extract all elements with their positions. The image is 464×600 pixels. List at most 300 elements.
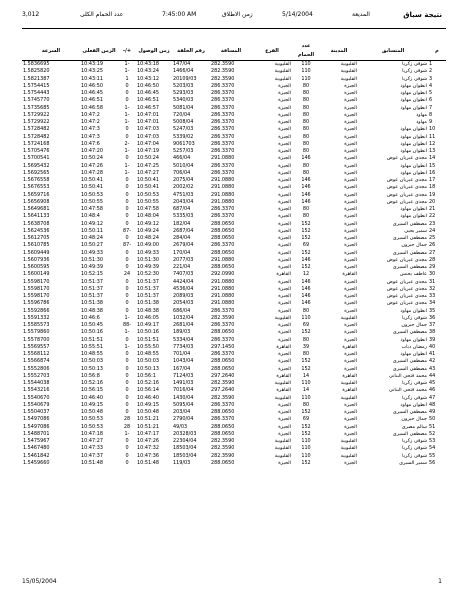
table-row bbox=[22, 373, 446, 380]
table-cell: 1.5656908 bbox=[23, 198, 50, 205]
table-cell: 5010/04 bbox=[173, 162, 194, 169]
table-cell: 10:47:27 bbox=[137, 169, 159, 176]
table-cell: الجيزة bbox=[278, 285, 291, 292]
table-cell: 32 bbox=[429, 285, 436, 292]
table-cell: انطوان مهاود bbox=[400, 90, 427, 96]
table-cell: شوقى زكريا bbox=[402, 314, 427, 321]
table-cell: 291.0880 bbox=[211, 198, 235, 205]
table-cell: 288.0650 bbox=[211, 329, 235, 336]
table-cell: 10:47:37 bbox=[81, 452, 103, 459]
table-cell: 24 bbox=[429, 227, 436, 234]
table-cell: القاهرة bbox=[276, 271, 291, 278]
table-cell: 10:51:30 bbox=[137, 256, 159, 263]
table-cell: 152 bbox=[301, 409, 311, 415]
table-cell: 52 bbox=[429, 430, 436, 437]
table-cell: الجيزة bbox=[344, 111, 357, 118]
table-cell: 0 bbox=[125, 438, 129, 444]
table-cell: 10:49:12 bbox=[81, 220, 103, 227]
table-row bbox=[22, 366, 446, 373]
table-cell: 286.3370 bbox=[211, 104, 235, 111]
table-cell: انطوان مهاود bbox=[400, 162, 427, 169]
table-cell: شوقى زكريا bbox=[402, 61, 427, 67]
table-cell: الجيزة bbox=[278, 409, 291, 415]
table-cell: 23 bbox=[429, 220, 436, 227]
table-cell: 10:46:45 bbox=[81, 90, 103, 96]
table-cell: 55 bbox=[429, 452, 436, 459]
table-cell: 286.3370 bbox=[211, 119, 235, 125]
table-cell: القاهرة bbox=[276, 372, 291, 379]
table-cell: 286.3370 bbox=[211, 401, 235, 408]
table-cell: 5335/03 bbox=[173, 213, 194, 220]
table-cell: 110 bbox=[301, 394, 311, 401]
table-cell: 5203/03 bbox=[173, 82, 194, 89]
table-cell: القليوبية bbox=[274, 394, 291, 401]
table-cell: الجيزة bbox=[278, 90, 291, 96]
table-row bbox=[22, 337, 446, 344]
table-cell: 1 bbox=[125, 75, 129, 82]
table-cell: الجيزة bbox=[278, 140, 291, 147]
table-cell: 29 bbox=[429, 264, 436, 270]
table-cell: الجيزة bbox=[344, 119, 357, 125]
table-cell: القليوبية bbox=[340, 314, 357, 321]
column-header: السرعة bbox=[22, 42, 80, 61]
table-cell: الجيزة bbox=[344, 235, 357, 241]
table-cell: 1.5745770 bbox=[23, 97, 50, 104]
table-cell: 1.5598170 bbox=[23, 285, 50, 292]
table-cell: انطوان مهاود bbox=[400, 97, 427, 104]
table-row bbox=[22, 126, 446, 133]
report-title: نتيجة سباق bbox=[403, 11, 442, 19]
table-cell: 0 bbox=[125, 97, 129, 104]
table-row bbox=[22, 61, 446, 69]
table-cell: 13 bbox=[429, 148, 436, 154]
table-cell: 146 bbox=[301, 300, 311, 307]
table-cell: 288.0650 bbox=[211, 235, 235, 241]
table-cell: 18503/04 bbox=[173, 445, 197, 452]
table-cell: 10:56:8 bbox=[81, 372, 100, 379]
table-cell: 1.5552806 bbox=[23, 365, 50, 372]
table-cell: الجيزة bbox=[278, 351, 291, 357]
table-cell: 80 bbox=[302, 206, 310, 212]
table-cell: 0 bbox=[125, 206, 129, 212]
table-cell: 152 bbox=[301, 358, 311, 365]
table-cell: 10:46:50 bbox=[81, 82, 103, 89]
table-cell: 10:46:51 bbox=[137, 97, 159, 104]
table-cell: 10:46:6 bbox=[81, 314, 100, 321]
table-cell: 152 bbox=[301, 220, 311, 227]
table-cell: 1.5552703 bbox=[23, 372, 50, 379]
table-row bbox=[22, 192, 446, 199]
table-cell: القاهرة bbox=[276, 387, 291, 394]
table-cell: 38 bbox=[429, 329, 436, 336]
table-cell: الجيزة bbox=[278, 97, 291, 104]
table-cell: 5008/04 bbox=[173, 119, 194, 125]
table-cell: 0 bbox=[125, 249, 129, 256]
table-cell: -1 bbox=[124, 68, 130, 75]
table-cell: 10:46:58 bbox=[81, 104, 103, 111]
table-cell: الجيزة bbox=[344, 227, 357, 234]
table-cell: مهاود bbox=[416, 119, 427, 125]
table-cell: 10:51:37 bbox=[137, 285, 159, 292]
table-cell: الجيزة bbox=[344, 264, 357, 270]
table-cell: 1.5540670 bbox=[23, 394, 50, 401]
table-row bbox=[22, 453, 446, 460]
table-cell: 10:47:03 bbox=[137, 126, 159, 133]
table-cell: 1043/04 bbox=[173, 358, 194, 365]
table-cell: 0 bbox=[125, 336, 129, 343]
table-cell: 152 bbox=[301, 227, 311, 234]
table-cell: 80 bbox=[302, 119, 310, 125]
table-cell: 1.5592866 bbox=[23, 307, 50, 314]
table-cell: الجيزة bbox=[344, 206, 357, 212]
table-cell: 39 bbox=[302, 343, 310, 350]
table-cell: 282.3590 bbox=[211, 61, 235, 67]
table-cell: مصطفى السيرى bbox=[392, 430, 427, 437]
table-cell: الجيزة bbox=[278, 423, 291, 430]
table-cell: 1.5467480 bbox=[23, 445, 50, 452]
table-cell: 0 bbox=[125, 235, 129, 241]
table-cell: -88 bbox=[123, 322, 131, 328]
table-cell: 7124/03 bbox=[173, 372, 194, 379]
table-cell: 286.3370 bbox=[211, 111, 235, 118]
table-cell: 146 bbox=[301, 155, 311, 162]
table-cell: 10:56:14 bbox=[137, 387, 159, 394]
table-cell: 1.5649681 bbox=[23, 206, 50, 212]
table-cell: 1.5544038 bbox=[23, 380, 50, 386]
table-cell: 10:47:33 bbox=[81, 445, 103, 452]
table-row bbox=[22, 213, 446, 220]
table-cell: -1 bbox=[124, 111, 130, 118]
table-cell: 10:50:41 bbox=[81, 177, 103, 183]
table-row bbox=[22, 206, 446, 213]
table-cell: 49/03 bbox=[173, 423, 188, 430]
table-cell: 686/04 bbox=[173, 307, 191, 314]
table-cell: 152 bbox=[301, 264, 311, 270]
table-cell: 146 bbox=[301, 184, 311, 191]
table-cell: 0 bbox=[125, 307, 129, 314]
table-row bbox=[22, 387, 446, 394]
table-row bbox=[22, 300, 446, 307]
table-cell: -1 bbox=[124, 61, 130, 67]
table-cell: 10:50:53 bbox=[81, 423, 103, 430]
table-cell: الجيزة bbox=[278, 169, 291, 176]
header-divider bbox=[22, 28, 446, 29]
table-cell: 1.5598170 bbox=[23, 278, 50, 285]
table-cell: 11 bbox=[429, 133, 436, 140]
report-header bbox=[22, 8, 442, 22]
table-cell: 10:49:17 bbox=[137, 322, 159, 328]
table-cell: شوقى زكريا bbox=[402, 438, 427, 444]
table-cell: الجيزة bbox=[344, 162, 357, 169]
table-cell: 291.0880 bbox=[211, 155, 235, 162]
table-cell: 1466/04 bbox=[173, 68, 194, 75]
table-cell: الجيزة bbox=[278, 213, 291, 220]
column-header: زمن الوصول bbox=[136, 42, 172, 61]
table-cell: 1.5638708 bbox=[23, 220, 50, 227]
table-cell: 1.5543216 bbox=[23, 387, 50, 394]
table-cell: 0 bbox=[125, 365, 129, 372]
table-cell: 31 bbox=[429, 278, 436, 285]
table-cell: 20109/03 bbox=[173, 75, 197, 82]
release-time-label: زمن الاطلاق bbox=[222, 11, 253, 18]
total-count-value: 3,012 bbox=[22, 11, 40, 18]
table-cell: 10:43:19 bbox=[81, 61, 103, 67]
table-cell: الجيزة bbox=[278, 264, 291, 270]
table-cell: شوقى زكريا bbox=[402, 394, 427, 401]
table-cell: رمضان دياب bbox=[401, 343, 427, 350]
table-cell: 10:51:51 bbox=[81, 336, 103, 343]
table-cell: 69 bbox=[302, 416, 310, 423]
table-cell: 10:52:30 bbox=[137, 271, 159, 278]
table-cell: الجيزة bbox=[278, 336, 291, 343]
table-cell: 14 bbox=[429, 155, 436, 162]
table-cell: الجيزة bbox=[278, 430, 291, 437]
table-cell: 10:48:4 bbox=[81, 213, 100, 220]
table-cell: 10:47:26 bbox=[137, 438, 159, 444]
table-cell: الجيزة bbox=[278, 162, 291, 169]
table-cell: 10:51:38 bbox=[81, 300, 103, 307]
table-cell: 706/04 bbox=[173, 169, 191, 176]
table-cell: مجدى عبريان عوض bbox=[386, 285, 427, 292]
table-cell: 10:46:05 bbox=[137, 314, 159, 321]
table-cell: 80 bbox=[302, 133, 310, 140]
table-cell: 1.5728482 bbox=[23, 126, 50, 133]
table-row bbox=[22, 409, 446, 416]
table-cell: 2075/04 bbox=[173, 177, 194, 183]
column-header: الفرع bbox=[252, 42, 292, 61]
table-cell: 30 bbox=[429, 271, 436, 278]
table-cell: الجيزة bbox=[344, 242, 357, 249]
table-cell: الجيزة bbox=[278, 227, 291, 234]
table-cell: 286.3370 bbox=[211, 126, 235, 133]
table-cell: 69 bbox=[302, 322, 310, 328]
table-cell: 6 bbox=[429, 97, 433, 104]
table-cell: الجيزة bbox=[344, 126, 357, 133]
table-cell: 0 bbox=[125, 90, 129, 96]
table-cell: 1.5729922 bbox=[23, 111, 50, 118]
table-cell: 1.5578700 bbox=[23, 336, 50, 343]
table-cell: الجيزة bbox=[344, 300, 357, 307]
table-cell: انطوان مهاود bbox=[400, 401, 427, 408]
table-cell: 288.0650 bbox=[211, 365, 235, 372]
table-cell: 10:47:3 bbox=[81, 126, 100, 133]
table-cell: 297.1450 bbox=[211, 343, 235, 350]
table-cell: 1.5497086 bbox=[23, 423, 50, 430]
column-header: المتسابق bbox=[358, 42, 428, 61]
table-cell: 10:50:24 bbox=[137, 155, 159, 162]
table-cell: 687/04 bbox=[173, 206, 191, 212]
table-cell: 10:47:2 bbox=[81, 119, 100, 125]
table-cell: الجيزة bbox=[344, 322, 357, 328]
table-cell: 170/04 bbox=[173, 249, 191, 256]
table-cell: مصطفى السيرى bbox=[392, 220, 427, 227]
table-cell: -1 bbox=[124, 343, 130, 350]
table-cell: 50 bbox=[429, 416, 436, 423]
table-cell: شوقى زكريا bbox=[402, 75, 427, 82]
table-cell: 42 bbox=[429, 358, 436, 365]
table-cell: الجيزة bbox=[278, 416, 291, 423]
table-cell: انطوان مهاود bbox=[400, 82, 427, 89]
table-cell: 288.0650 bbox=[211, 227, 235, 234]
table-cell: 26 bbox=[429, 242, 436, 249]
table-cell: الجيزة bbox=[278, 235, 291, 241]
table-cell: 10:50:48 bbox=[81, 409, 103, 415]
table-cell: 10:51:30 bbox=[81, 256, 103, 263]
table-cell: 7016/04 bbox=[173, 387, 194, 394]
table-cell: 33 bbox=[429, 293, 436, 299]
table-cell: 10:47:17 bbox=[137, 430, 159, 437]
table-cell: 286.3370 bbox=[211, 416, 235, 423]
table-cell: 1.5729922 bbox=[23, 119, 50, 125]
table-cell: 10:47:36 bbox=[137, 452, 159, 459]
table-cell: 10:51:37 bbox=[81, 278, 103, 285]
table-row bbox=[22, 68, 446, 75]
table-cell: 10:49:15 bbox=[81, 401, 103, 408]
table-cell: الجيزة bbox=[344, 416, 357, 423]
table-row bbox=[22, 315, 446, 322]
table-cell: 5081/04 bbox=[173, 104, 194, 111]
table-cell: الجيزة bbox=[278, 148, 291, 154]
table-cell: انطوان مهاود bbox=[400, 336, 427, 343]
column-header: رقم الحلقة bbox=[172, 42, 210, 61]
table-cell: 10:48:24 bbox=[137, 235, 159, 241]
table-cell: 22304/04 bbox=[173, 438, 197, 444]
table-cell: -1 bbox=[124, 169, 130, 176]
table-cell: 282.3590 bbox=[211, 394, 235, 401]
table-cell: 46 bbox=[429, 387, 436, 394]
table-cell: 56 bbox=[429, 459, 436, 466]
table-cell: 9 bbox=[429, 119, 433, 125]
table-cell: 0 bbox=[125, 351, 129, 357]
table-row bbox=[22, 119, 446, 126]
table-cell: 4424/04 bbox=[173, 278, 194, 285]
table-cell: 10:52:16 bbox=[137, 380, 159, 386]
table-cell: 286.3370 bbox=[211, 336, 235, 343]
table-cell: 1.5700541 bbox=[23, 155, 50, 162]
table-cell: 10:49:33 bbox=[81, 249, 103, 256]
table-cell: 14 bbox=[302, 387, 310, 394]
table-cell: 1430/04 bbox=[173, 394, 194, 401]
table-cell: 284/04 bbox=[173, 235, 191, 241]
table-cell: انطوان مهاود bbox=[400, 104, 427, 111]
race-date: 5/14/2004 bbox=[282, 11, 313, 18]
table-cell: 10:47:19 bbox=[137, 148, 159, 154]
table-cell: 10:50:41 bbox=[137, 184, 159, 191]
table-cell: 80 bbox=[302, 162, 310, 169]
table-cell: 80 bbox=[302, 111, 310, 118]
table-cell: 1.5459660 bbox=[23, 459, 50, 466]
table-cell: 10:47:6 bbox=[81, 140, 100, 147]
table-cell: انطوان مهاود bbox=[400, 126, 427, 133]
table-cell: 5340/03 bbox=[173, 97, 194, 104]
table-cell: مجدى عبريان عوض bbox=[386, 198, 427, 205]
table-cell: 288.0650 bbox=[211, 409, 235, 415]
table-cell: 1.5728482 bbox=[23, 133, 50, 140]
table-cell: 15 bbox=[429, 162, 436, 169]
table-cell: 297.2640 bbox=[211, 372, 235, 379]
table-cell: 1.5754415 bbox=[23, 82, 50, 89]
table-cell: 286.3370 bbox=[211, 140, 235, 147]
table-cell: 7407/03 bbox=[173, 271, 194, 278]
table-cell: الجيزة bbox=[344, 430, 357, 437]
table-cell: مجدى عبريان عوض bbox=[386, 191, 427, 198]
table-cell: 203/04 bbox=[173, 409, 191, 415]
table-cell: 10:43:18 bbox=[137, 61, 159, 67]
table-row bbox=[22, 445, 446, 452]
table-cell: 10:50:16 bbox=[81, 329, 103, 336]
table-cell: 152 bbox=[301, 459, 311, 466]
table-cell: 53 bbox=[429, 438, 436, 444]
table-cell: 1032/04 bbox=[173, 314, 194, 321]
table-cell: 10:46:45 bbox=[137, 90, 159, 96]
table-cell: 80 bbox=[302, 97, 310, 104]
table-cell: 10:43:12 bbox=[137, 75, 159, 82]
table-cell: مجدى عبريان عوض bbox=[386, 177, 427, 183]
table-cell: انطوان مهاود bbox=[400, 133, 427, 140]
table-cell: 0 bbox=[125, 256, 129, 263]
table-cell: 182/04 bbox=[173, 220, 191, 227]
table-cell: 152 bbox=[301, 430, 311, 437]
table-cell: 17 bbox=[429, 177, 436, 183]
table-cell: 10:49:24 bbox=[137, 227, 159, 234]
table-cell: الجيزة bbox=[344, 82, 357, 89]
table-cell: 5334/04 bbox=[173, 336, 194, 343]
table-cell: الجيزة bbox=[344, 423, 357, 430]
table-cell: مجدى عبريان عوض bbox=[386, 293, 427, 299]
table-cell: 291.0880 bbox=[211, 256, 235, 263]
table-row bbox=[22, 155, 446, 162]
table-cell: 35 bbox=[429, 307, 436, 314]
table-cell: الجيزة bbox=[278, 104, 291, 111]
table-cell: 110 bbox=[301, 380, 311, 386]
table-cell: 292.0990 bbox=[211, 271, 235, 278]
table-cell: 10:50:16 bbox=[137, 329, 159, 336]
table-cell: 288.0650 bbox=[211, 220, 235, 227]
table-cell: 10:48:38 bbox=[137, 307, 159, 314]
table-cell: -1 bbox=[124, 148, 130, 154]
table-cell: الجيزة bbox=[278, 401, 291, 408]
table-cell: 5293/03 bbox=[173, 90, 194, 96]
table-cell: 0 bbox=[125, 285, 129, 292]
table-cell: الجيزة bbox=[344, 104, 357, 111]
table-cell: 291.0880 bbox=[211, 293, 235, 299]
table-cell: 10:47:20 bbox=[81, 148, 103, 154]
table-row bbox=[22, 264, 446, 271]
table-cell: 1.5610785 bbox=[23, 242, 50, 249]
table-cell: القاهرة bbox=[342, 343, 357, 350]
table-cell: 10:51:37 bbox=[137, 293, 159, 299]
table-cell: سمير يحيى bbox=[404, 227, 427, 234]
table-cell: 1 bbox=[429, 61, 433, 67]
table-cell: الجيزة bbox=[278, 177, 291, 183]
table-cell: مصطفى السيرى bbox=[392, 409, 427, 415]
table-row bbox=[22, 235, 446, 242]
table-cell: الجيزة bbox=[278, 358, 291, 365]
table-cell: 10:47:27 bbox=[81, 438, 103, 444]
table-cell: الجيزة bbox=[344, 213, 357, 220]
table-row bbox=[22, 329, 446, 336]
table-cell: 288.0650 bbox=[211, 249, 235, 256]
table-cell: 1.5836695 bbox=[23, 61, 50, 67]
table-cell: القليوبية bbox=[274, 314, 291, 321]
table-cell: الجيزة bbox=[344, 307, 357, 314]
column-header: م bbox=[428, 42, 446, 61]
table-cell: 288.0650 bbox=[211, 423, 235, 430]
table-cell: الجيزة bbox=[278, 191, 291, 198]
table-cell: 1.5612705 bbox=[23, 235, 50, 241]
table-row bbox=[22, 76, 446, 83]
table-cell: 10:48:38 bbox=[81, 307, 103, 314]
